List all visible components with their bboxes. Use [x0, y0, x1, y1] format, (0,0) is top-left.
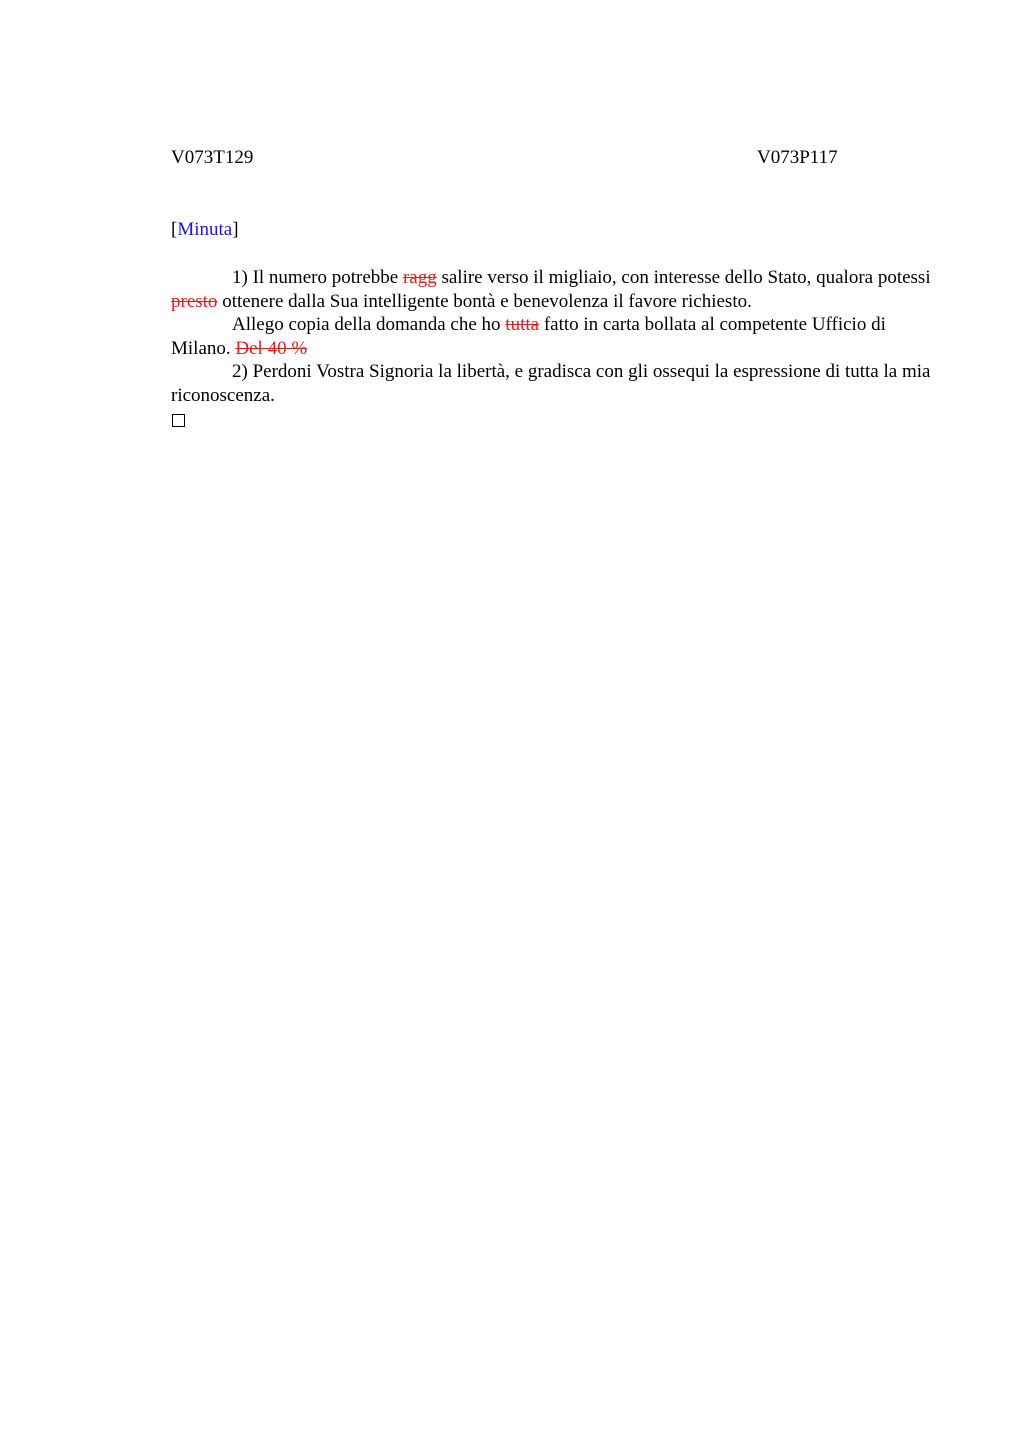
label-word: Minuta [177, 219, 233, 240]
deletion-presto: presto [171, 290, 218, 312]
paragraph-1-text-middle: salire verso il migliaio, con interesse dello Stato, qualora potessi [436, 267, 931, 288]
letter-body [171, 266, 931, 427]
deletion-tutta: tutta [505, 314, 540, 336]
paragraph-2 [171, 313, 931, 360]
paragraph-2-text-start: Allego copia della domanda che ho [232, 314, 506, 336]
paragraph-3 [171, 360, 931, 407]
paragraph-2-text-middle: fatto in carta bollata al competente Ufficio di Milano. [171, 314, 886, 359]
empty-square-icon [172, 414, 185, 427]
document-label [171, 218, 239, 242]
left-reference-code: V073T129 [171, 147, 254, 168]
label-open-bracket: [ [171, 219, 178, 240]
paragraph-1-text-end: ottenere dalla Sua intelligente bontà e benevolenza il favore richiesto. [217, 290, 752, 312]
deletion-ragg: ragg [402, 267, 437, 288]
label-close-bracket: ] [232, 219, 239, 240]
paragraph-1 [171, 266, 931, 313]
paragraph-1-text-start: 1) Il numero potrebbe [232, 267, 403, 288]
right-reference-code: V073P117 [757, 147, 838, 168]
deletion-del-40: Del 40 % [235, 337, 308, 359]
paragraph-3-text: 2) Perdoni Vostra Signoria la libertà, e gradisca con gli ossequi la espressione di tutta la mia riconoscenza. [171, 361, 931, 406]
